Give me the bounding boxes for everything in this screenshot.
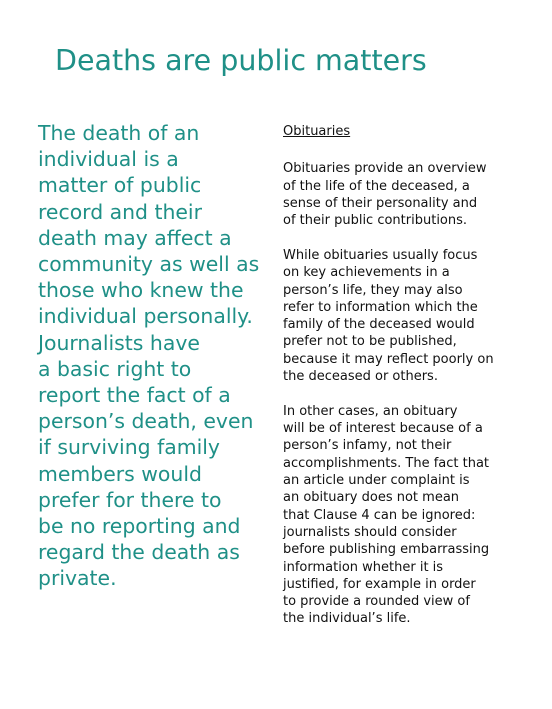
pull-quote-line: individual personally. bbox=[38, 304, 253, 329]
pull-quote-line: person’s death, even bbox=[38, 409, 254, 434]
pull-quote-line: regard the death as bbox=[38, 540, 240, 565]
paragraph-line: the individual’s life. bbox=[283, 611, 411, 627]
paragraph-line: of the life of the deceased, a bbox=[283, 178, 470, 194]
paragraph-line: of their public contributions. bbox=[283, 213, 468, 229]
paragraph-line: to provide a rounded view of bbox=[283, 594, 470, 610]
paragraph-achievements bbox=[283, 247, 533, 385]
pull-quote-line: The death of an bbox=[38, 121, 200, 145]
pull-quote-line: private. bbox=[38, 566, 117, 591]
paragraph-line: justified, for example in order bbox=[283, 576, 476, 592]
paragraph-line: person’s life, they may also bbox=[283, 282, 463, 298]
pull-quote-line: Journalists have bbox=[38, 330, 200, 355]
pull-quote-line: members would bbox=[38, 461, 202, 486]
pull-quote-line: matter of public bbox=[38, 173, 202, 198]
pull-quote-line: community as well as bbox=[38, 252, 260, 277]
pull-quote-line: those who knew the bbox=[38, 278, 244, 303]
paragraph-line: refer to information which the bbox=[283, 299, 478, 315]
paragraph-line: prefer not to be published, bbox=[283, 334, 457, 350]
paragraph-line: person’s infamy, not their bbox=[283, 438, 452, 454]
paragraph-line: journalists should consider bbox=[283, 524, 457, 540]
paragraph-line: before publishing embarrassing bbox=[283, 542, 490, 558]
pull-quote-line: if surviving family bbox=[38, 435, 221, 460]
paragraph-line: an article under complaint is bbox=[283, 473, 470, 489]
paragraph-line: Obituaries provide an overview bbox=[283, 161, 487, 177]
paragraph-line: will be of interest because of a bbox=[283, 421, 483, 437]
pull-quote-line: individual is a bbox=[38, 147, 179, 172]
paragraph-line: accomplishments. The fact that bbox=[283, 455, 490, 471]
paragraph-line: information whether it is bbox=[283, 559, 444, 575]
paragraph-overview bbox=[283, 160, 533, 229]
paragraph-line: While obituaries usually focus bbox=[283, 247, 478, 263]
pull-quote-line: be no reporting and bbox=[38, 514, 241, 539]
paragraph-line: the deceased or others. bbox=[283, 369, 438, 385]
paragraph-line: because it may reflect poorly on bbox=[283, 351, 494, 367]
pull-quote-line: a basic right to bbox=[38, 356, 192, 381]
page-title: Deaths are public matters bbox=[55, 44, 427, 77]
paragraph-line: family of the deceased would bbox=[283, 317, 475, 333]
paragraph-line: an obituary does not mean bbox=[283, 490, 460, 506]
section-heading: Obituaries bbox=[283, 124, 351, 139]
pull-quote-line: record and their bbox=[38, 199, 202, 224]
pull-quote-line: death may affect a bbox=[38, 225, 232, 250]
paragraph-line: on key achievements in a bbox=[283, 265, 450, 281]
pull-quote-line: report the fact of a bbox=[38, 383, 231, 408]
paragraph-infamy bbox=[283, 403, 533, 628]
obituaries-column bbox=[283, 123, 533, 645]
pull-quote bbox=[38, 120, 268, 592]
pull-quote-line: prefer for there to bbox=[38, 487, 222, 512]
paragraph-line: that Clause 4 can be ignored: bbox=[283, 507, 476, 523]
paragraph-line: In other cases, an obituary bbox=[283, 403, 458, 419]
paragraph-line: sense of their personality and bbox=[283, 195, 478, 211]
